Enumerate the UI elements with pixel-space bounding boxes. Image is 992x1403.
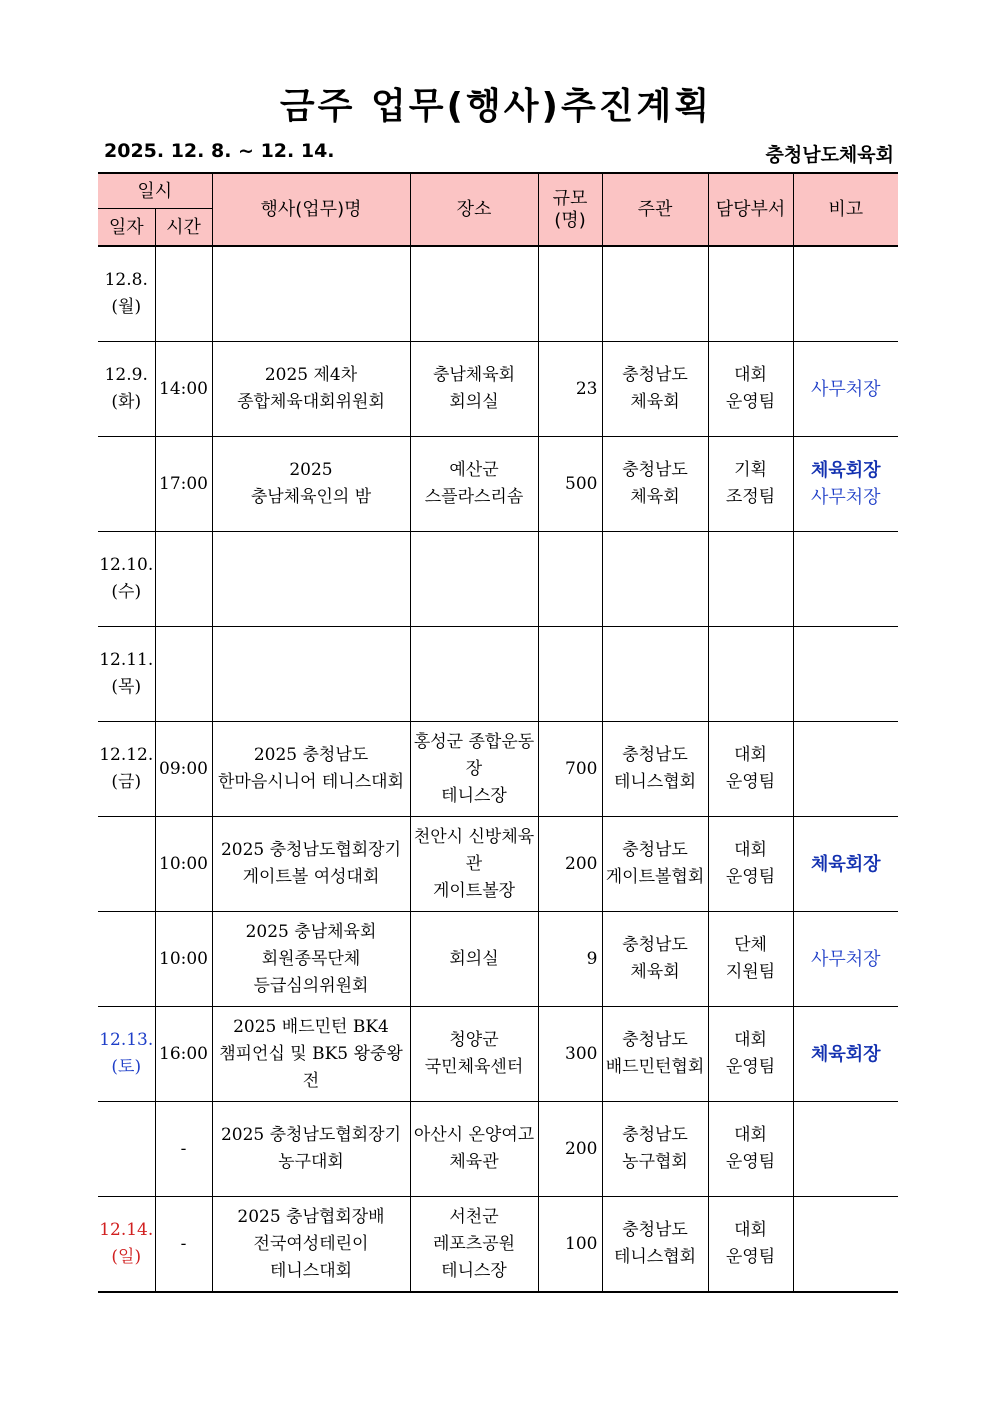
dept-cell (708, 627, 793, 722)
dept-cell (708, 912, 793, 1007)
note-cell (793, 342, 898, 437)
event-cell (212, 342, 410, 437)
event-cell (212, 437, 410, 532)
dept-line: 단체 (734, 935, 767, 955)
note-line: 사무처장 (810, 378, 881, 400)
dept-line: 운영팀 (725, 1057, 776, 1077)
time-cell (155, 246, 212, 342)
event-line: 2025 제4차 (264, 365, 358, 385)
table-row (98, 1102, 898, 1197)
scale-cell: 500 (538, 437, 602, 532)
host-cell (602, 912, 708, 1007)
weekday-value: (수) (111, 582, 142, 602)
date-value: 12.13. (99, 1030, 154, 1050)
table-row (98, 246, 898, 342)
place-line: 국민체육센터 (424, 1057, 524, 1077)
place-line: 아산시 온양여고 (413, 1125, 535, 1145)
host-line: 배드민턴협회 (605, 1057, 705, 1077)
dept-line: 운영팀 (725, 867, 776, 887)
dept-line: 대회 (734, 1125, 767, 1145)
event-line: 한마음시니어 테니스대회 (217, 772, 405, 792)
scale-cell: 100 (538, 1197, 602, 1293)
place-line: 천안시 신방체육관 (413, 826, 535, 874)
dept-cell (708, 532, 793, 627)
date-cell (98, 1197, 155, 1293)
event-line: 2025 충청남도협회장기 (220, 1125, 402, 1145)
table-row (98, 1007, 898, 1102)
header-schedule: 일시 (98, 173, 212, 209)
time-cell: 14:00 (155, 342, 212, 437)
place-cell (410, 1102, 538, 1197)
scale-cell: 23 (538, 342, 602, 437)
note-cell (793, 1007, 898, 1102)
host-line: 충청남도 (622, 840, 688, 860)
place-line: 스플라스리솜 (424, 487, 524, 507)
scale-cell: 9 (538, 912, 602, 1007)
host-cell (602, 817, 708, 912)
date-value: 12.10. (99, 555, 154, 575)
schedule-body (98, 246, 898, 1292)
note-cell (793, 532, 898, 627)
event-cell (212, 532, 410, 627)
table-row (98, 532, 898, 627)
host-cell (602, 342, 708, 437)
date-cell (98, 1007, 155, 1102)
place-cell (410, 912, 538, 1007)
weekday-value: (화) (111, 392, 142, 412)
event-line: 2025 충청남도협회장기 (220, 840, 402, 860)
note-line: 사무처장 (810, 948, 881, 970)
dept-line: 지원팀 (725, 962, 776, 982)
dept-cell (708, 817, 793, 912)
host-cell (602, 722, 708, 817)
date-value: 12.9. (104, 365, 148, 385)
header-event: 행사(업무)명 (212, 173, 410, 246)
event-cell (212, 1197, 410, 1293)
note-cell (793, 817, 898, 912)
dept-line: 대회 (734, 1030, 767, 1050)
dept-line: 대회 (734, 1220, 767, 1240)
host-line: 충청남도 (622, 1030, 688, 1050)
time-cell: - (155, 1102, 212, 1197)
event-cell (212, 817, 410, 912)
place-line: 충남체육회 (432, 365, 516, 385)
schedule-table (98, 172, 898, 1293)
scale-cell: 300 (538, 1007, 602, 1102)
place-line: 레포츠공원 (432, 1233, 516, 1254)
header-scale (538, 173, 602, 246)
event-line: 챔피언십 및 BK5 왕중왕전 (219, 1043, 403, 1091)
table-row (98, 912, 898, 1007)
note-line: 체육회장 (810, 460, 881, 481)
place-line: 회의실 (449, 392, 499, 412)
time-cell: 09:00 (155, 722, 212, 817)
weekday-value: (금) (111, 772, 142, 792)
time-cell (155, 627, 212, 722)
time-cell (155, 532, 212, 627)
event-line: 테니스대회 (269, 1260, 353, 1281)
header-scale-1: 규모 (552, 187, 588, 209)
note-cell (793, 1197, 898, 1293)
place-line: 게이트볼장 (432, 880, 516, 901)
event-line: 2025 충남협회장배 (237, 1206, 385, 1227)
place-line: 예산군 (449, 460, 499, 480)
dept-line: 조정팀 (725, 487, 776, 507)
date-value: 12.11. (99, 650, 154, 670)
dept-line: 기획 (734, 460, 767, 480)
host-line: 충청남도 (622, 1125, 688, 1145)
host-line: 농구협회 (622, 1152, 688, 1172)
date-cell (98, 722, 155, 817)
note-cell (793, 1102, 898, 1197)
table-row (98, 627, 898, 722)
dept-line: 운영팀 (725, 772, 776, 792)
date-cell (98, 532, 155, 627)
time-cell: 10:00 (155, 817, 212, 912)
date-cell (98, 246, 155, 342)
host-line: 충청남도 (622, 1220, 688, 1240)
place-line: 체육관 (449, 1152, 499, 1172)
event-line: 충남체육인의 밤 (250, 487, 372, 507)
place-cell (410, 437, 538, 532)
host-cell (602, 246, 708, 342)
subtitle-line (104, 140, 894, 166)
note-line: 체육회장 (810, 853, 881, 875)
dept-line: 대회 (734, 745, 767, 765)
date-value: 12.8. (104, 270, 148, 290)
scale-cell (538, 532, 602, 627)
date-cell (98, 912, 155, 1007)
organization-name: 충청남도체육회 (765, 144, 894, 166)
note-cell (793, 722, 898, 817)
host-line: 충청남도 (622, 460, 688, 480)
event-line: 회원종목단체 (261, 948, 361, 969)
host-line: 체육회 (630, 392, 680, 412)
dept-line: 운영팀 (725, 392, 776, 412)
place-cell (410, 532, 538, 627)
table-row (98, 722, 898, 817)
dept-cell (708, 437, 793, 532)
event-cell (212, 912, 410, 1007)
header-scale-2: (명) (554, 209, 586, 231)
dept-cell (708, 342, 793, 437)
table-row (98, 1197, 898, 1293)
place-line: 서천군 (449, 1206, 499, 1227)
host-line: 게이트볼협회 (605, 867, 705, 887)
event-line: 2025 (289, 460, 333, 480)
scale-cell (538, 627, 602, 722)
dept-line: 대회 (734, 840, 767, 860)
event-line: 종합체육대회위원회 (237, 392, 385, 412)
weekday-value: (목) (111, 677, 142, 697)
weekday-value: (월) (111, 297, 142, 317)
event-line: 전국여성테린이 (253, 1233, 369, 1254)
note-cell (793, 437, 898, 532)
event-cell (212, 1102, 410, 1197)
date-cell (98, 1102, 155, 1197)
place-cell (410, 1197, 538, 1293)
event-cell (212, 1007, 410, 1102)
date-range: 2025. 12. 8. ~ 12. 14. (104, 140, 335, 162)
date-cell (98, 627, 155, 722)
host-line: 체육회 (630, 487, 680, 507)
place-line: 테니스장 (441, 785, 507, 806)
place-cell (410, 1007, 538, 1102)
header-place: 장소 (410, 173, 538, 246)
host-cell (602, 532, 708, 627)
dept-cell (708, 1102, 793, 1197)
dept-cell (708, 722, 793, 817)
dept-cell (708, 246, 793, 342)
host-line: 충청남도 (622, 365, 688, 385)
dept-line: 운영팀 (725, 1152, 776, 1172)
dept-cell (708, 1007, 793, 1102)
host-line: 테니스협회 (613, 772, 697, 792)
weekday-value: (일) (111, 1247, 142, 1267)
place-cell (410, 817, 538, 912)
host-line: 충청남도 (622, 745, 688, 765)
date-value: 12.14. (99, 1220, 154, 1240)
event-cell (212, 722, 410, 817)
host-line: 충청남도 (622, 935, 688, 955)
host-cell (602, 627, 708, 722)
note-cell (793, 912, 898, 1007)
scale-cell: 700 (538, 722, 602, 817)
dept-cell (708, 1197, 793, 1293)
place-line: 홍성군 종합운동장 (413, 731, 535, 779)
header-host: 주관 (602, 173, 708, 246)
event-line: 등급심의위원회 (253, 975, 369, 996)
place-cell (410, 342, 538, 437)
host-line: 테니스협회 (613, 1247, 697, 1267)
table-row (98, 817, 898, 912)
place-line: 테니스장 (441, 1260, 507, 1281)
event-line: 2025 충청남도 (253, 745, 369, 765)
event-cell (212, 627, 410, 722)
scale-cell: 200 (538, 1102, 602, 1197)
header-dept: 담당부서 (708, 173, 793, 246)
place-cell (410, 246, 538, 342)
note-line: 체육회장 (810, 1043, 881, 1065)
header-date: 일자 (98, 209, 155, 247)
header-note: 비고 (793, 173, 898, 246)
place-line: 청양군 (449, 1030, 499, 1050)
place-cell (410, 627, 538, 722)
dept-line: 대회 (734, 365, 767, 385)
note-cell (793, 246, 898, 342)
time-cell: 10:00 (155, 912, 212, 1007)
note-line: 사무처장 (810, 487, 881, 508)
note-cell (793, 627, 898, 722)
weekday-value: (토) (111, 1057, 142, 1077)
host-cell (602, 1007, 708, 1102)
date-cell (98, 437, 155, 532)
time-cell: 17:00 (155, 437, 212, 532)
scale-cell (538, 246, 602, 342)
place-cell (410, 722, 538, 817)
date-value: 12.12. (99, 745, 154, 765)
table-row (98, 342, 898, 437)
event-line: 2025 배드민턴 BK4 (233, 1016, 389, 1037)
table-row (98, 437, 898, 532)
host-cell (602, 437, 708, 532)
host-line: 체육회 (630, 962, 680, 982)
date-cell (98, 817, 155, 912)
scale-cell: 200 (538, 817, 602, 912)
event-line: 2025 충남체육회 (245, 921, 377, 942)
time-cell: 16:00 (155, 1007, 212, 1102)
page-title: 금주 업무(행사)추진계획 (279, 86, 713, 127)
event-line: 게이트볼 여성대회 (242, 867, 380, 887)
host-cell (602, 1102, 708, 1197)
date-cell (98, 342, 155, 437)
event-line: 농구대회 (278, 1152, 344, 1172)
event-cell (212, 246, 410, 342)
header-time: 시간 (155, 209, 212, 247)
time-cell: - (155, 1197, 212, 1293)
dept-line: 운영팀 (725, 1247, 776, 1267)
place-line: 회의실 (449, 948, 499, 969)
host-cell (602, 1197, 708, 1293)
